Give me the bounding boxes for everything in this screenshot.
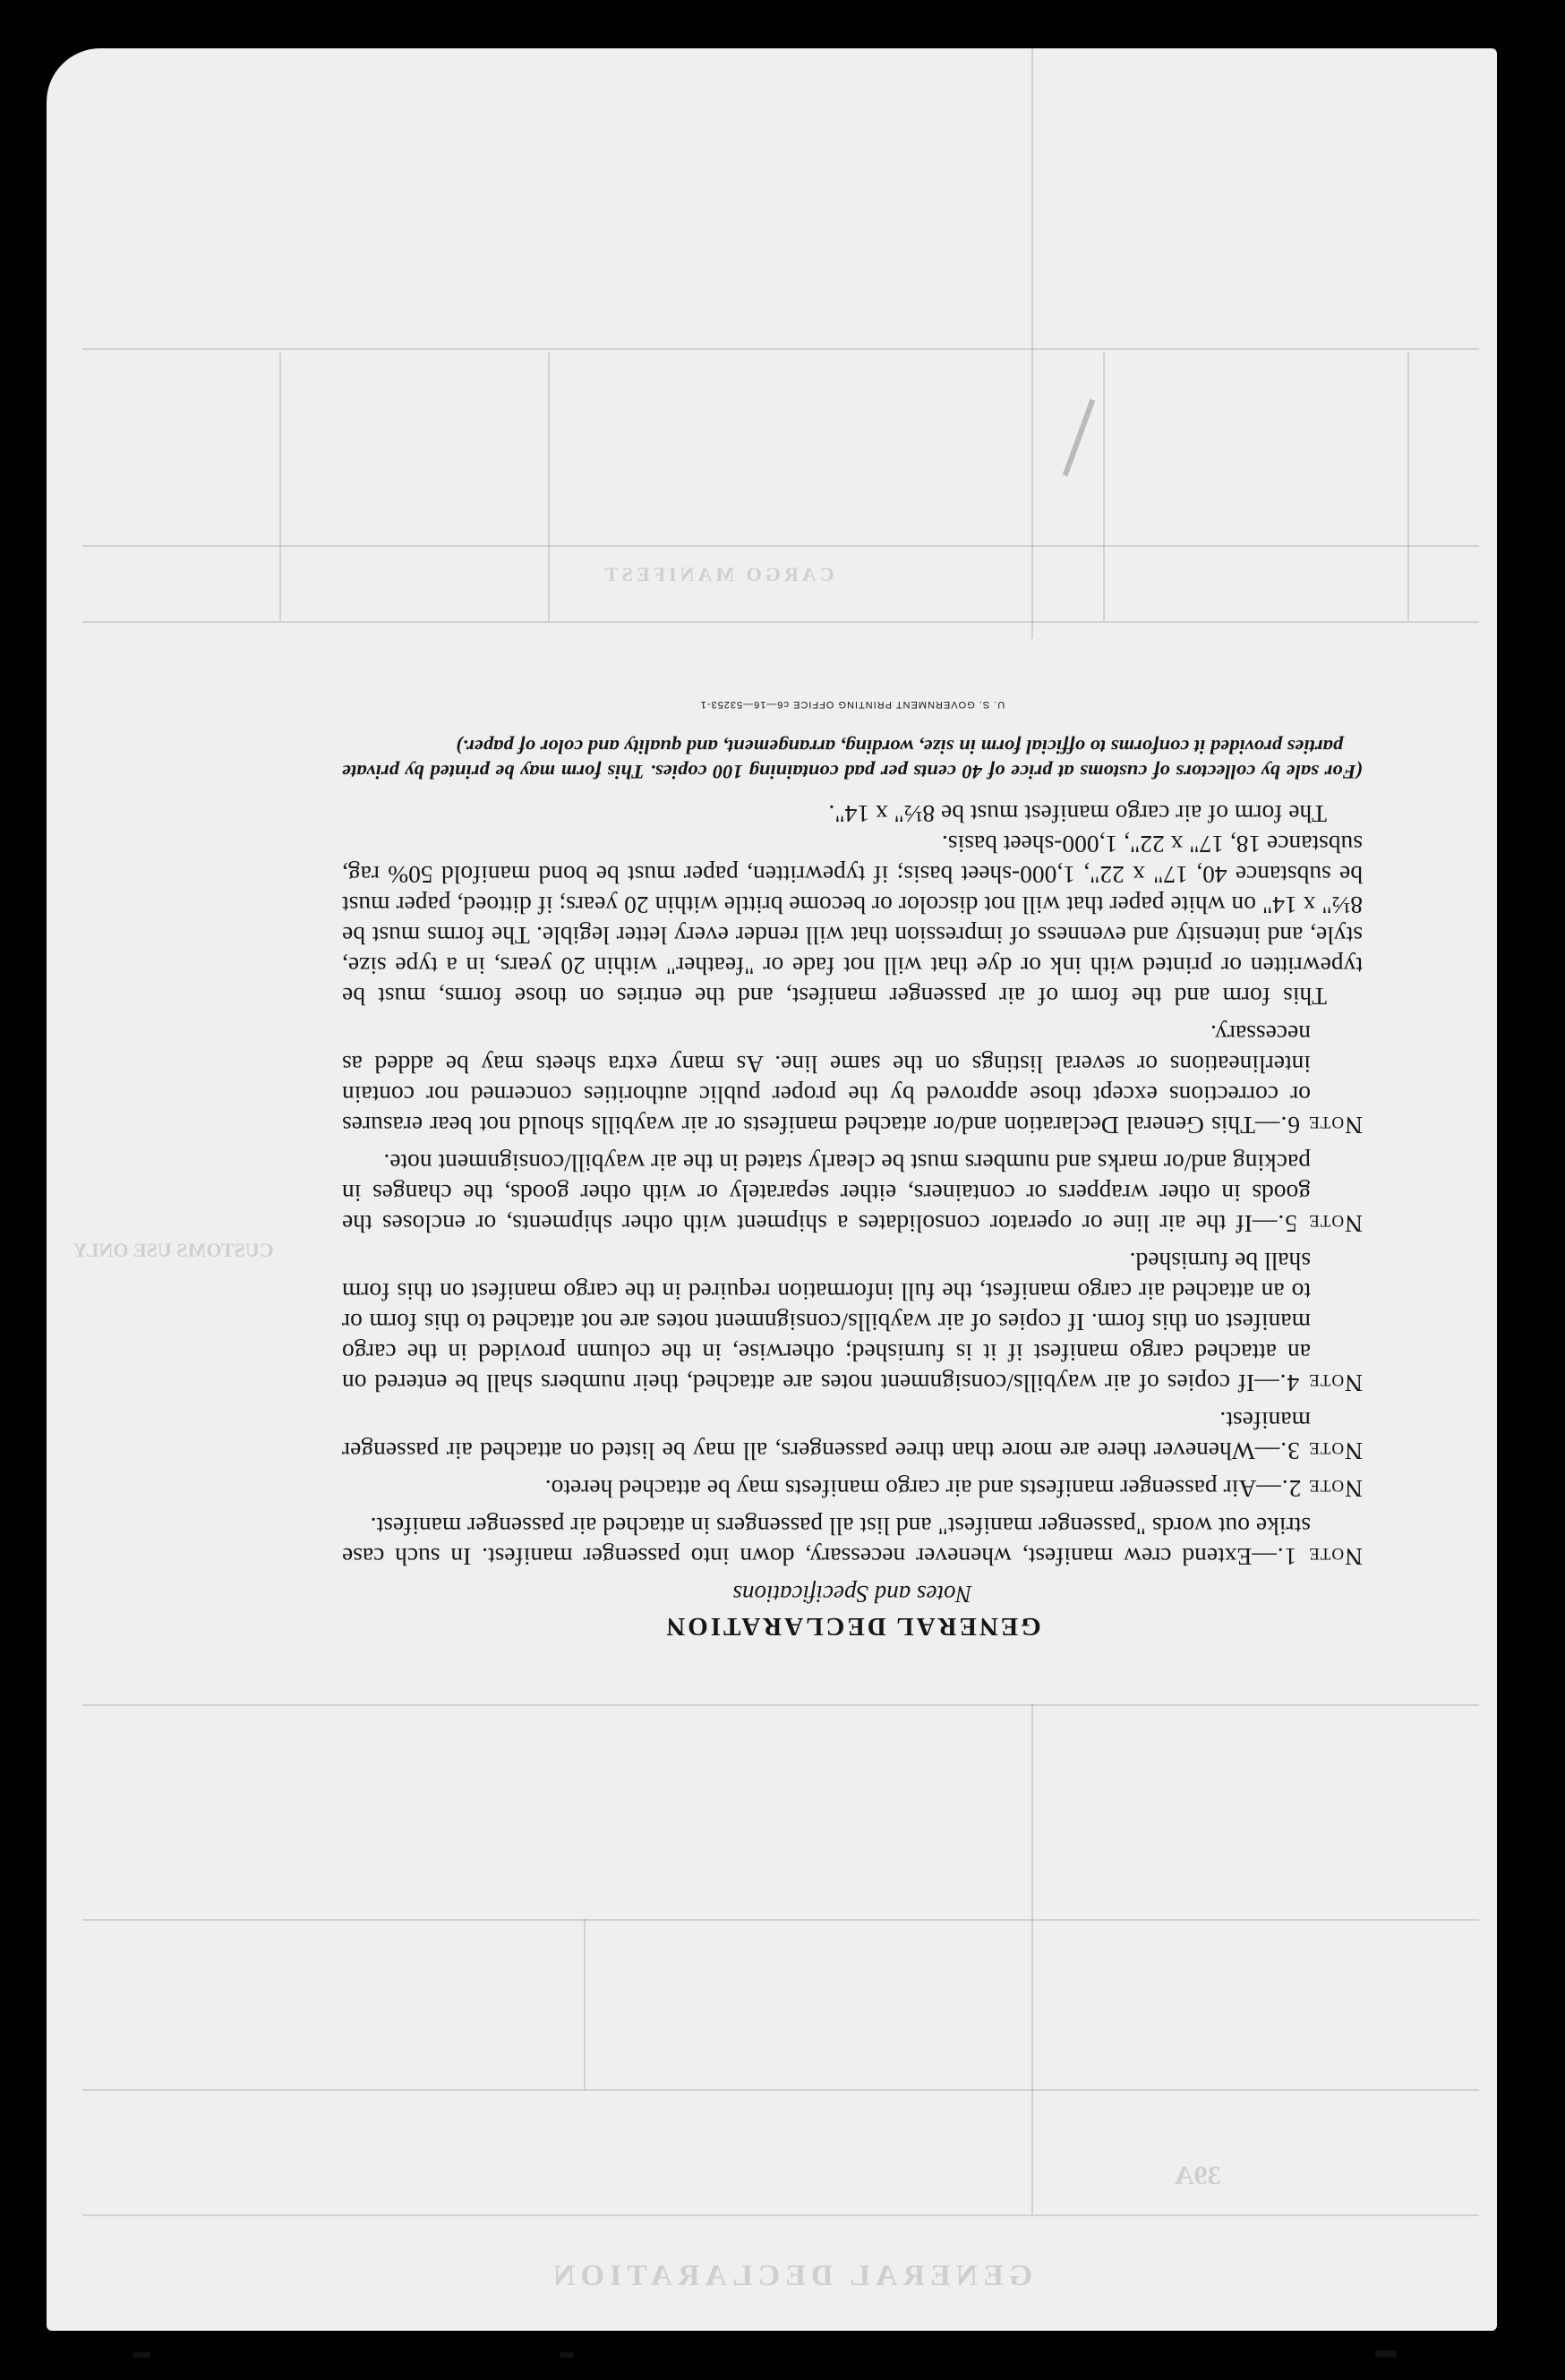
note-4 [342, 1246, 1363, 1398]
note-label: Note 4. [1279, 1369, 1363, 1397]
note-text: —Air passenger manifests and air cargo manifests may be attached hereto. [544, 1475, 1281, 1503]
note-label: Note 6. [1279, 1112, 1363, 1139]
note-label: Note 5. [1277, 1210, 1363, 1238]
note-text: —Whenever there are more than three passengers, all may be listed on attached air passenger manifest. [341, 1407, 1311, 1465]
note-3 [342, 1405, 1363, 1466]
bleed-through-cargo-heading: CARGO MANIFEST [602, 563, 834, 585]
bleed-through-mid-label: CUSTOMS USE ONLY [73, 1239, 274, 1261]
printer-imprint: U. S. GOVERNMENT PRINTING OFFICE c6—16—53253-1 [699, 699, 1005, 710]
note-text: —Extend crew manifest, whenever necessary, down into passenger manifest. In such case strike out words "passenger manifest" and list all passengers in attached air passenger manifest. [342, 1513, 1311, 1571]
note-5 [342, 1147, 1363, 1239]
bleed-through-heading: GENERAL DECLARATION [548, 2259, 1033, 2292]
note-text: —This General Declaration and/or attached manifests or air waybills should not bear erasures or corrections except those approved by the proper public authorities concerned nor contain interlineations or several listings on the same line. As many extra sheets may be added as necessary. [342, 1020, 1311, 1139]
specification-paragraph [342, 798, 1363, 1011]
cargo-manifest-size: The form of air cargo manifest must be 8½" x 14". [828, 800, 1327, 828]
page-subtitle: Notes and Specifications [732, 1581, 972, 1608]
note-6 [342, 1019, 1363, 1140]
scan-speck [1375, 2350, 1397, 2358]
note-label: Note 1. [1276, 1543, 1363, 1571]
note-text: —If copies of air waybills/consignment notes are attached, their numbers shall be entered on an attached cargo manifest if it is furnished; otherwise, in the column provided in the cargo manifest on this form. If copies of air waybills/consignment notes are not attached to this form or to an attached air cargo manifest, the full information required in the cargo manifest on this form shall be furnished. [342, 1248, 1311, 1397]
sale-notice: (For sale by collectors of customs at price of 40 cents per pad containing 100 copies. This form may be printed by private parties provided it conforms to official form in size, wording, arrangement, and quality and color of paper.) [342, 736, 1363, 783]
rotated-content [47, 48, 1497, 2331]
scan-speck [560, 2352, 574, 2358]
page-title: GENERAL DECLARATION [663, 1612, 1041, 1641]
document-page [47, 48, 1497, 2331]
scan-speck [133, 2352, 150, 2358]
bleed-through-flight-no: 39A [1175, 2161, 1221, 2190]
notes-block [342, 689, 1363, 1642]
note-2 [342, 1473, 1363, 1504]
note-1 [342, 1511, 1363, 1572]
note-label: Note 3. [1279, 1437, 1363, 1465]
specification-text: This form and the form of air passenger manifest, and the entries on those forms, must be typewritten or printed with ink or dye that will not fade or "feather" within 20 years, in a type size, style, and intensity and evenness of impression that will render every letter legible. The forms must be 8½" x 14" on white paper that will not discolor or become brittle within 20 years; if dittoed, paper must be substance 40, 17" x 22", 1,000-sheet basis; if typewritten, paper must be bond manifold 50% rag, substance 18, 17" x 22", 1,000-sheet basis. [342, 831, 1363, 1011]
note-text: —If the air line or operator consolidates a shipment with other shipments, or encloses the goods in other wrappers or containers, either separately or with other goods, the changes in packing and/or marks and numbers must be clearly stated in the air waybill/consignment note. [342, 1149, 1311, 1238]
note-label: Note 2. [1280, 1475, 1363, 1503]
